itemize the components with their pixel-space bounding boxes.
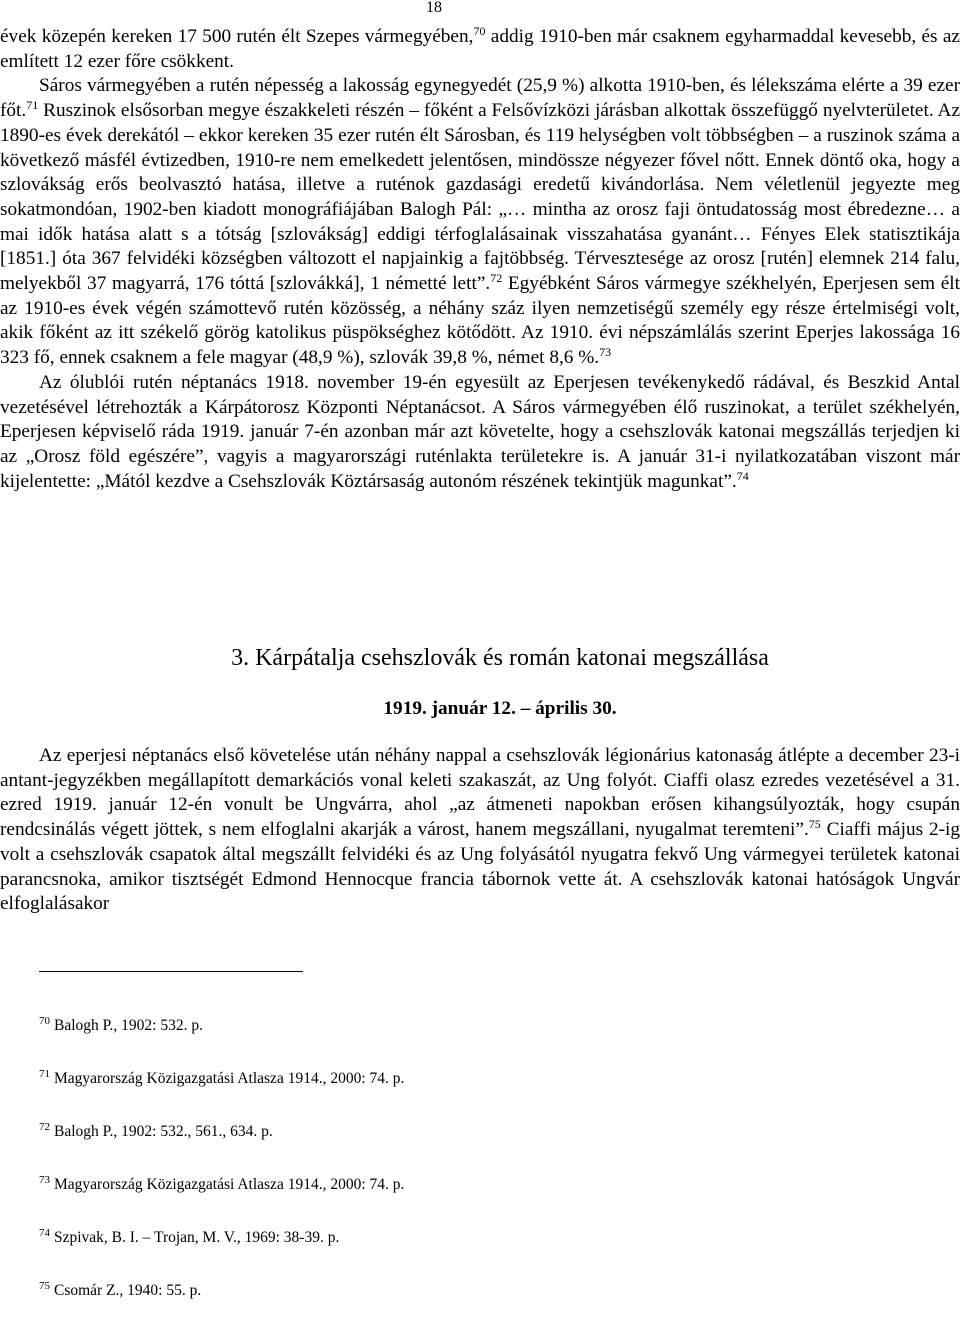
- section-subheading: 1919. január 12. – április 30.: [383, 698, 617, 719]
- footnote-text: Balogh P., 1902: 532., 561., 634. p.: [54, 1123, 273, 1140]
- paragraph: [0, 74, 960, 370]
- text-run: Sáros vármegyében a rutén népesség a lakosság egynegyedét (25,9 %) alkotta 1910-ben, és lélekszáma elérte a 39 ezer főt.: [0, 75, 960, 122]
- footnote-number: 74: [39, 1227, 50, 1239]
- paragraph: [0, 25, 960, 74]
- footnote-number: 72: [39, 1121, 50, 1133]
- footnote: [39, 1069, 919, 1089]
- body-text-section-1: [0, 25, 960, 494]
- text-run: addig 1910-ben már csaknem egyharmaddal kevesebb, és az említett 12 ezer főre csökkent.: [0, 26, 960, 72]
- footnote-number: 75: [39, 1280, 50, 1292]
- footnote-number: 73: [39, 1174, 50, 1186]
- footnote-reference: 71: [26, 98, 39, 113]
- text-run: évek közepén kereken 17 500 rutén élt Szepes vármegyében,: [0, 26, 474, 47]
- paragraph: [0, 371, 960, 495]
- page-number: 18: [426, 0, 442, 16]
- text-run: Ruszinok elsősorban megye északkeleti részén – főként a Felsővízközi járásban alkottak összefüggő nyelvterületet. Az 1890-es évek derekától – ekkor kereken 35 ezer rutén élt Sárosban, és 119 helységben volt többségben – a ruszinok száma a következő másfél évtizedben, 1910-re nem emelkedett jelentősen, mindössze négyezer fővel nőtt. Ennek döntő oka, hogy a szlovákság erős beolvasztó hatása, illetve a ruténok gazdasági eredetű kivándorlása. Nem véletlenül jegyezte meg sokatmondóan, 1902-ben kiadott monográfiájában Balogh Pál: „… mintha az orosz faji öntudatosság most ébredezne… a mai idők hatása alatt s a tótság [szlovákság] eddigi térfoglalásainak visszahatása gyanánt… Fényes Elek statisztikája [1851.] óta 367 felvidéki községben változott el napjainkig a fajtöbbség. Térvesztesége az orosz [rutén] elemnek 214 falu, melyekből 37 magyarrá, 176 tóttá [szlovákká], 1 németté lett”.: [0, 100, 960, 295]
- footnotes: [39, 1016, 919, 1334]
- footnote-separator: [39, 971, 303, 972]
- footnote-text: Szpivak, B. I. – Trojan, M. V., 1969: 38-39. p.: [54, 1229, 340, 1246]
- text-run: Az eperjesi néptanács első követelése után néhány nappal a csehszlovák légionárius katonaság átlépte a december 23-i antant-jegyzékben megállapított demarkációs vonal keleti szakaszát, az Ung folyót. Ciaffi olasz ezredes vezetésével a 31. ezred 1919. január 12-én vonult be Ungvárra, ahol „az átmeneti napokban erősen kihangsúlyozták, hogy csupán rendcsinálás végett jöttek, s nem elfoglalni akarják a várost, hanem megszállani, nyugalmat teremteni”.: [0, 745, 960, 841]
- footnote-text: Csomár Z., 1940: 55. p.: [54, 1282, 202, 1299]
- footnote-text: Magyarország Közigazgatási Atlasza 1914., 2000: 74. p.: [54, 1070, 405, 1087]
- footnote-text: Balogh P., 1902: 532. p.: [54, 1017, 203, 1034]
- footnote-number: 71: [39, 1068, 50, 1080]
- footnote: [39, 1228, 919, 1248]
- footnote-reference: 75: [808, 817, 821, 832]
- footnote-reference: 70: [473, 24, 486, 38]
- footnote-text: Magyarország Közigazgatási Atlasza 1914., 2000: 74. p.: [54, 1176, 405, 1193]
- paragraph: [0, 744, 960, 917]
- body-text-section-2: [0, 744, 960, 917]
- section-heading: 3. Kárpátalja csehszlovák és román katonai megszállása: [231, 645, 769, 671]
- footnote: [39, 1175, 919, 1195]
- footnote: [39, 1122, 919, 1142]
- text-run: Egyébként Sáros vármegye székhelyén, Eperjesen sem élt az 1910-es évek végén számottevő rutén közösség, a néhány száz ilyen nemzetiségű személy egy része értelmiségi volt, akik főként az itt székelő görög katolikus püspökséghez kötődött. Az 1910. évi népszámlálás szerint Eperjes lakossága 16 323 fő, ennek csaknem a fele magyar (48,9 %), szlovák 39,8 %, német 8,6 %.: [0, 273, 960, 369]
- footnote-reference: 73: [599, 345, 612, 360]
- footnote-number: 70: [39, 1015, 50, 1027]
- footnote: [39, 1281, 919, 1301]
- text-run: Ciaffi május 2-ig volt a csehszlovák csapatok által megszállt felvidéki és az Ung folyásától nyugatra fekvő Ung vármegyei területek katonai parancsnoka, amikor tisztségét Edmond Hennocque francia tábornok vette át. A csehszlovák katonai hatóságok Ungvár elfoglalásakor: [0, 819, 960, 915]
- footnote-reference: 72: [490, 271, 503, 286]
- footnote: [39, 1016, 919, 1036]
- footnote-reference: 74: [736, 468, 749, 483]
- text-run: Az ólublói rutén néptanács 1918. november 19-én egyesült az Eperjesen tevékenykedő rádával, és Beszkid Antal vezetésével létrehozták a Kárpátorosz Központi Néptanácsot. A Sáros vármegyében élő ruszinokat, a terület székhelyén, Eperjesen képviselő ráda 1919. január 7-én azonban már azt követelte, hogy a csehszlovák katonai megszállás terjedjen ki az „Orosz föld egészére”, vagyis a magyarországi ruténlakta területekre is. A január 31-i nyilatkozatában viszont már kijelentette: „Mától kezdve a Csehszlovák Köztársaság autonóm részének tekintjük magunkat”.: [0, 371, 960, 492]
